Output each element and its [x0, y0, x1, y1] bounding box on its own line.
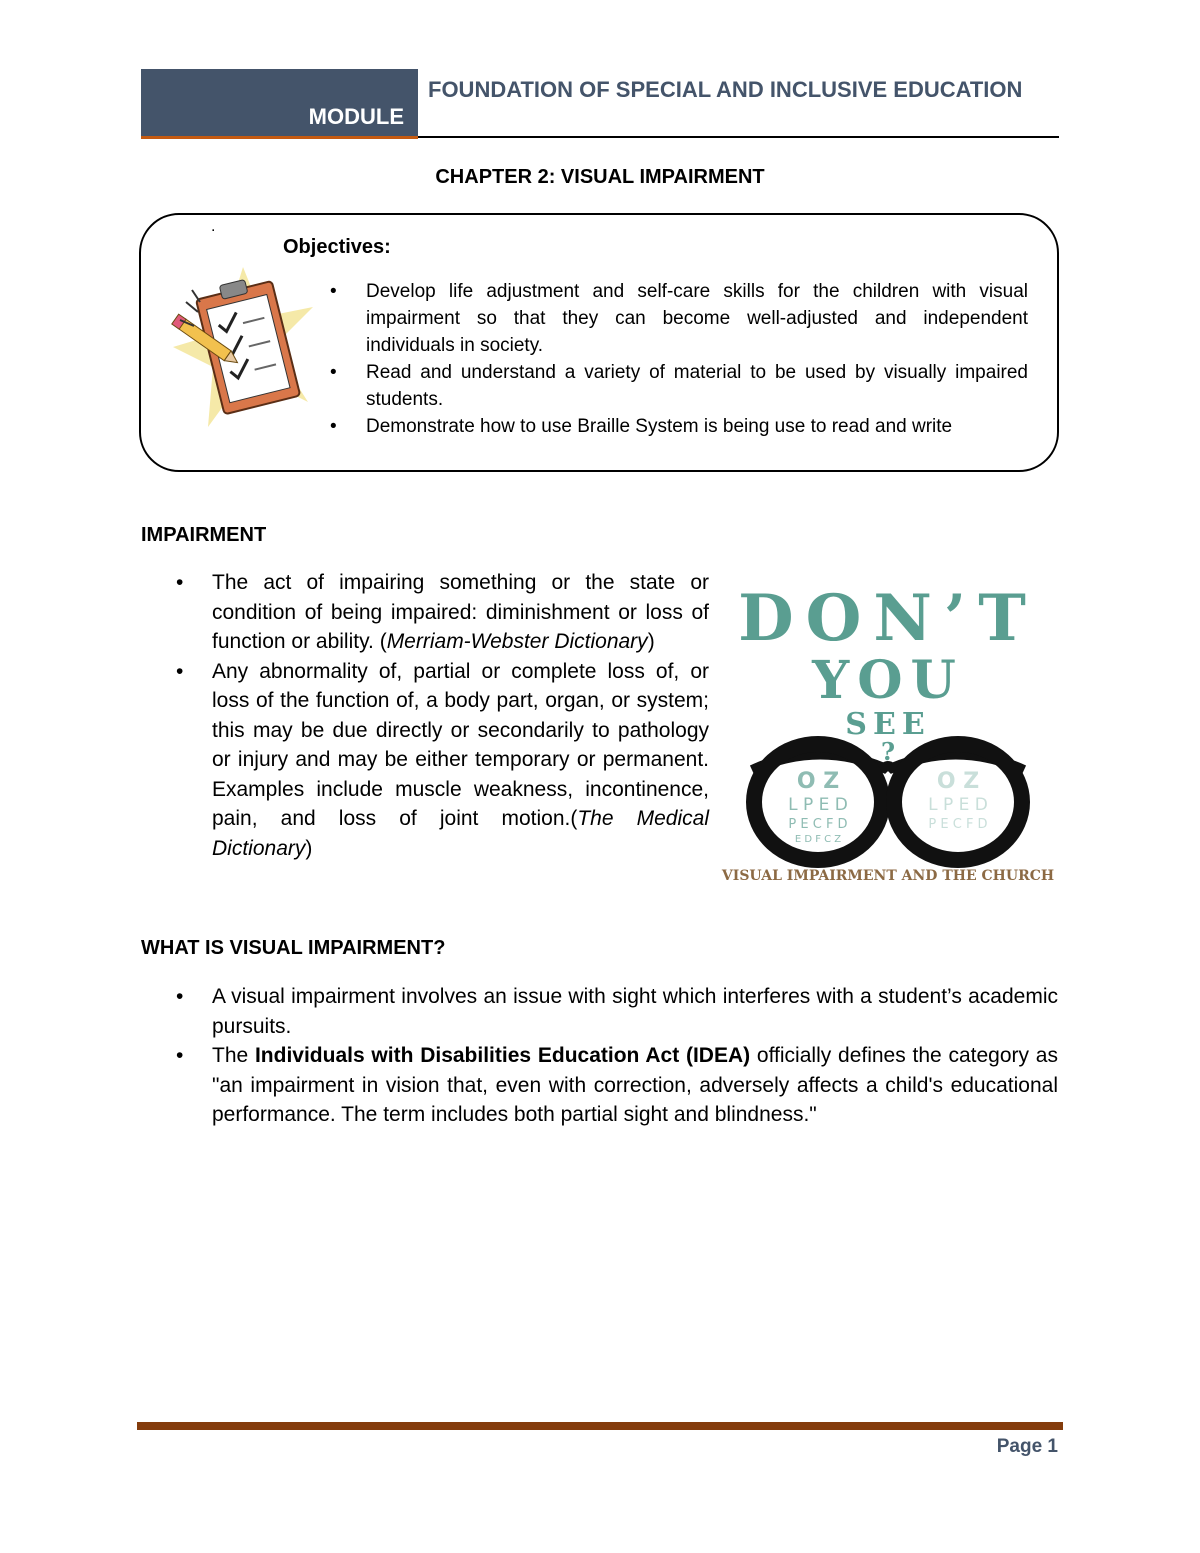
definition-text: The act of impairing something or the state or condition of being impaired: diminishment or loss of function or ability. ( [212, 571, 709, 653]
list-item [212, 1041, 1058, 1130]
list-item: • A visual impairment involves an issue with sight which interferes with a student’s academic pursuits. [212, 982, 1058, 1041]
impairment-list [212, 568, 709, 863]
chapter-title: CHAPTER 2: VISUAL IMPAIRMENT [435, 166, 765, 188]
module-banner [141, 69, 418, 138]
item-prefix: The [212, 1044, 255, 1067]
poster-line-2: YOU [812, 650, 964, 711]
objectives-heading: Objectives: [283, 236, 391, 258]
list-item [212, 568, 709, 657]
source-citation: The Medical Dictionary [212, 807, 709, 860]
dont-you-see-poster [721, 580, 1055, 892]
idea-act-name: Individuals with Disabilities Education Act (IDEA) [254, 1044, 751, 1067]
poster-caption: VISUAL IMPAIRMENT AND THE CHURCH [721, 868, 1055, 884]
list-item: • Demonstrate how to use Braille System is being use to read and write [366, 413, 1028, 440]
impairment-heading: IMPAIRMENT [141, 524, 267, 546]
visual-impairment-heading: WHAT IS VISUAL IMPAIRMENT? [141, 937, 446, 959]
page-label: Page [996, 1436, 1043, 1457]
module-label: MODULE [308, 104, 404, 129]
clipboard-icon [168, 262, 318, 432]
stray-marker: . [211, 218, 216, 235]
poster-line-4: ? [880, 737, 896, 766]
objectives-list [366, 278, 1028, 440]
list-item [212, 657, 709, 864]
poster-line-1: DON’T [738, 581, 1038, 656]
eye-chart-row: E D F C Z [794, 834, 842, 845]
source-citation: Merriam-Webster Dictionary [386, 630, 648, 653]
header-rule [418, 136, 1059, 138]
eye-chart-row: P E C F D [788, 817, 848, 832]
banner-accent-line [141, 136, 418, 139]
idea-definition: officially defines the category as "an impairment in vision that, even with correction, adversely affects a child's educational performance. The term includes both partial sight and blindness." [212, 1044, 1058, 1126]
glasses-icon [752, 744, 1024, 860]
eye-chart-row: O Z [936, 769, 980, 794]
visual-impairment-list [212, 982, 1058, 1130]
definition-text: Any abnormality of, partial or complete loss of, or loss of the function of, a body part, organ, or system; this may be due directly or secondarily to pathology or injury and may be either temporary or permanent. Examples include muscle weakness, incontinence, pain, and loss of joint motion.( [212, 659, 709, 830]
eye-chart-row: L P E D [928, 795, 988, 815]
eye-chart-row: L P E D [788, 795, 848, 815]
footer-rule [137, 1422, 1063, 1430]
list-item: • Read and understand a variety of material to be used by visually impaired students. [366, 359, 1028, 413]
poster-line-3: SEE [845, 707, 931, 742]
eye-chart-row: O Z [796, 769, 840, 794]
eye-chart-row: P E C F D [928, 817, 988, 832]
page-number-value: 1 [1047, 1436, 1058, 1457]
close-paren: ) [305, 836, 313, 860]
module-title: FOUNDATION OF SPECIAL AND INCLUSIVE EDUCATION [428, 77, 1023, 102]
list-item: • Develop life adjustment and self-care skills for the children with visual impairment so that they can become well-adjusted and independent individuals in society. [366, 278, 1028, 359]
close-paren: ) [647, 630, 655, 653]
page-number [997, 1436, 1058, 1458]
